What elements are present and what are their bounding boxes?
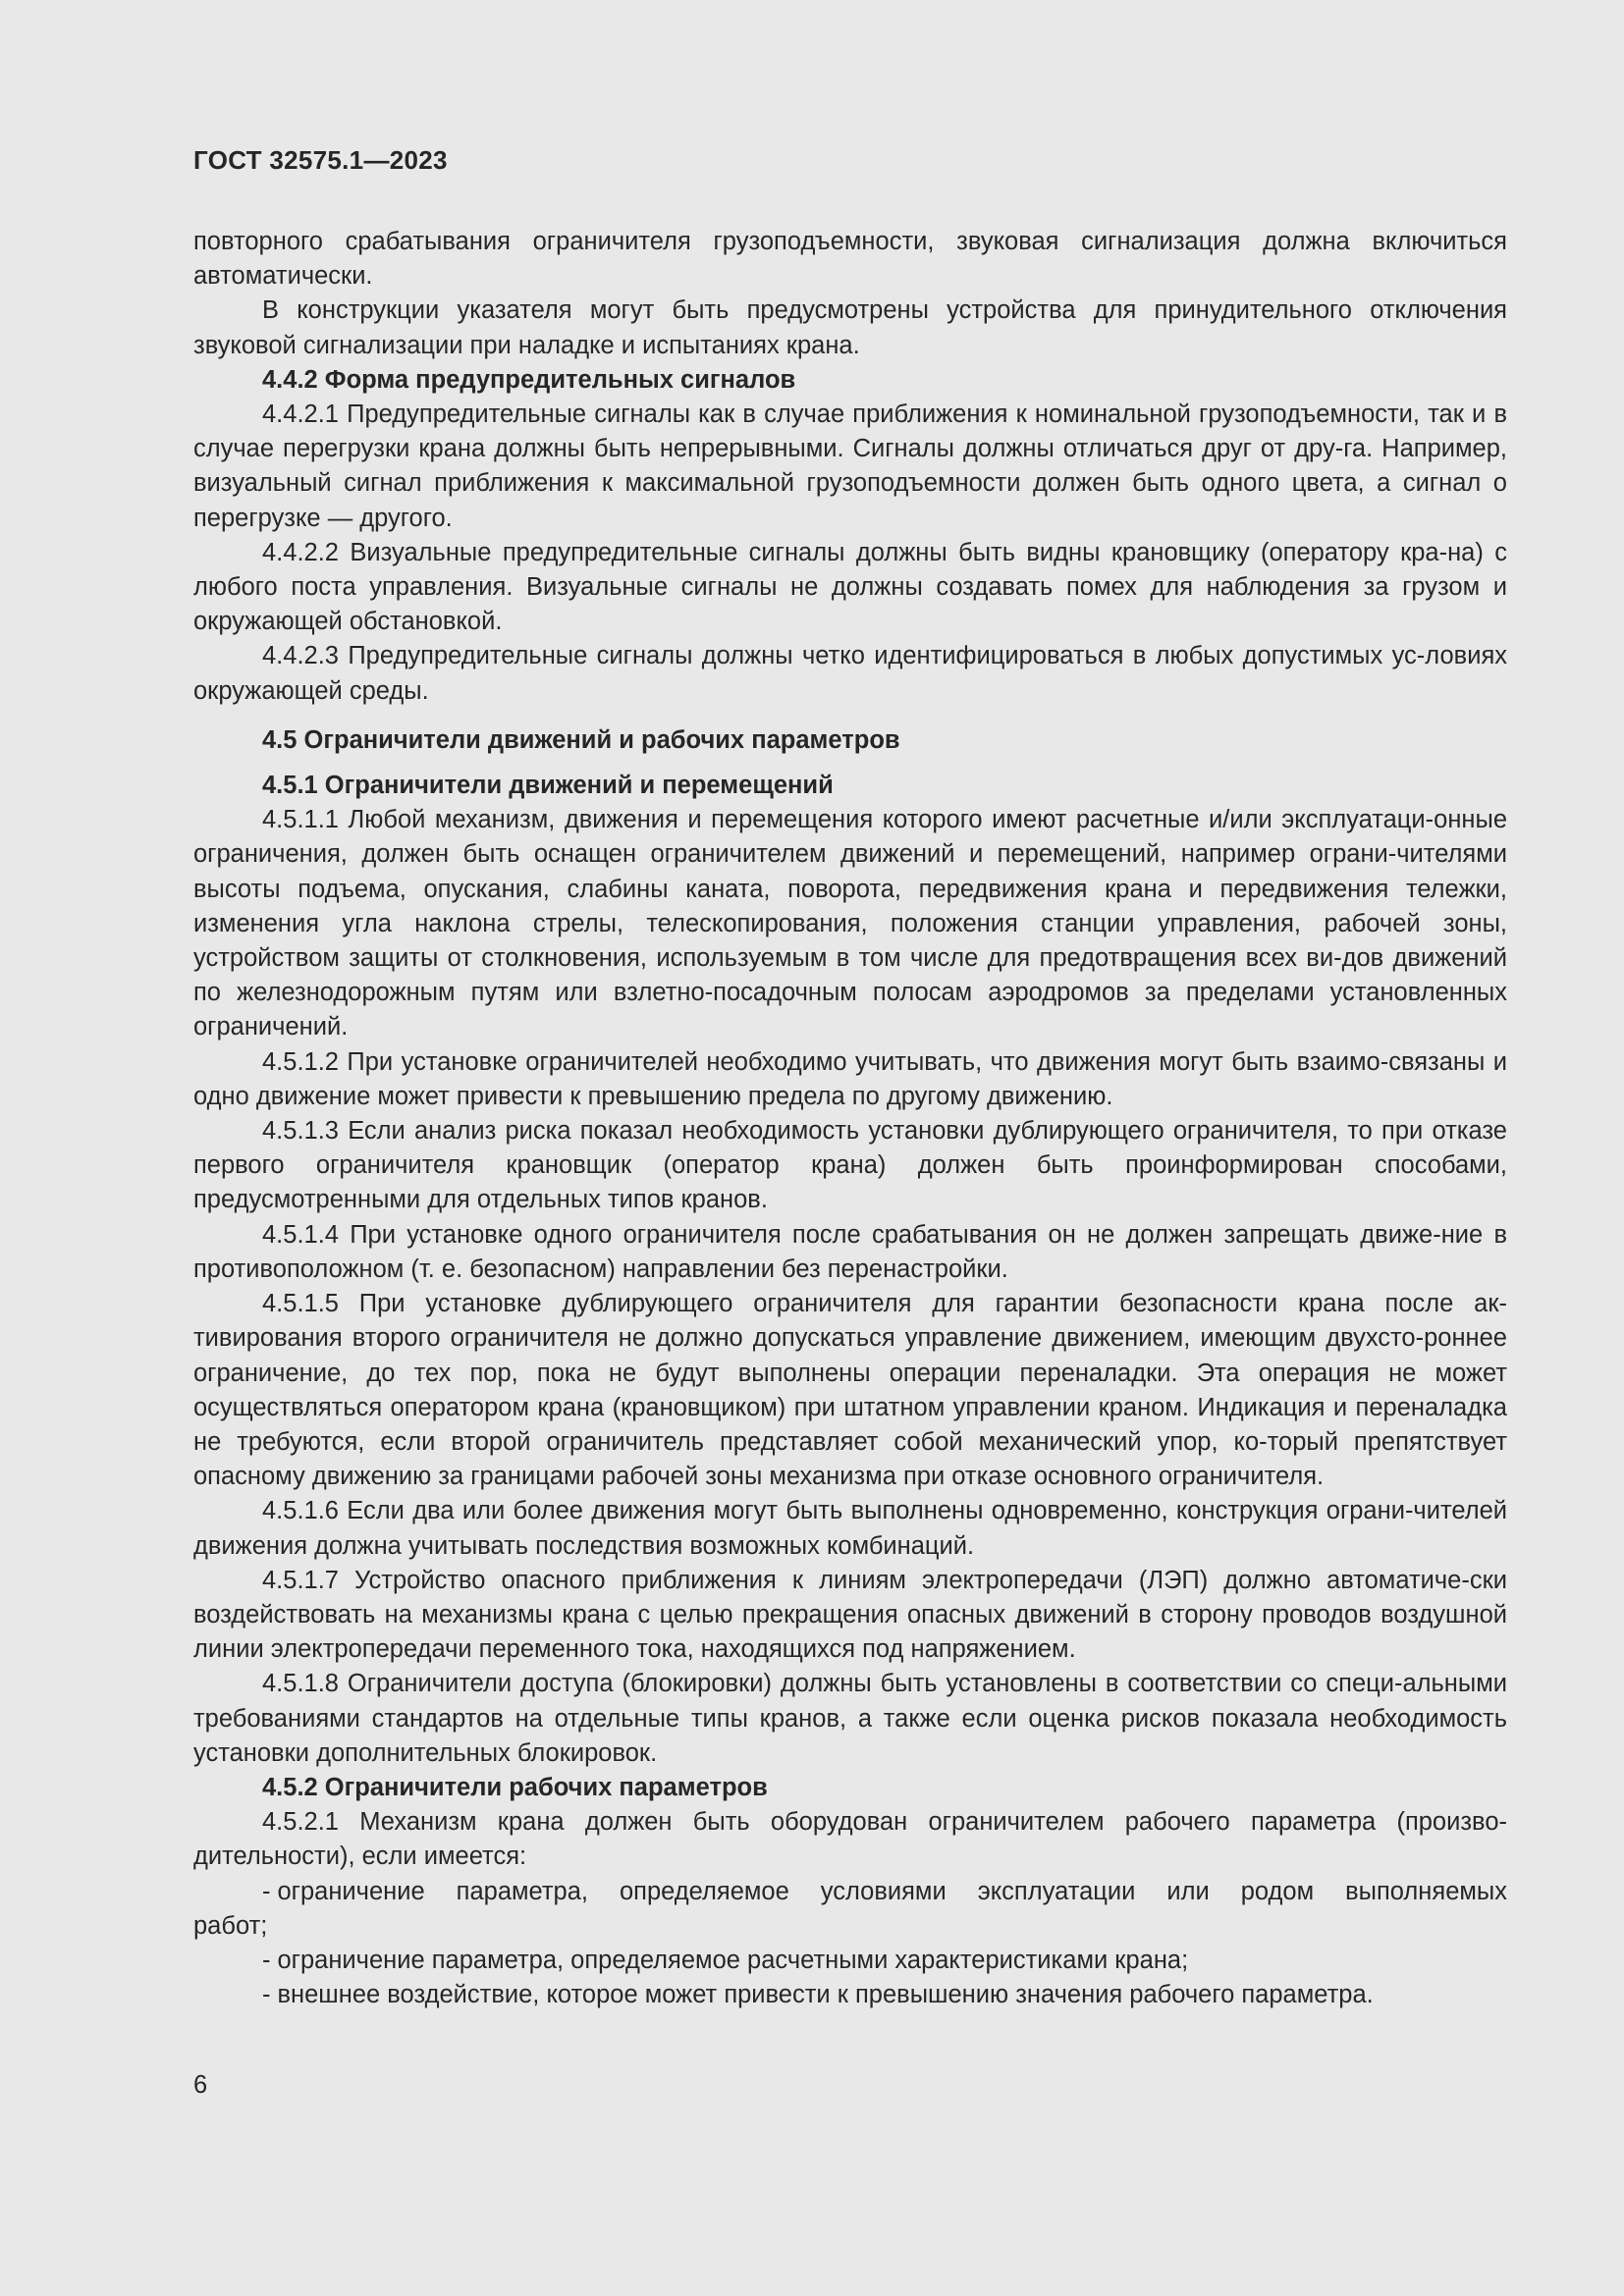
clause-4-5-1-5: 4.5.1.5 При установке дублирующего ограничителя для гарантии безопасности крана после ак-тивирования второго ограничителя не должно допускаться управление движением, имеющим двухсто-роннее ограничение, до тех пор, пока не будут выполнены операции переналадки. Эта операция не может осуществляться оператором крана (крановщиком) при штатном управлении краном. Индикация и переналадка не требуются, если второй ограничитель представляет собой механический упор, ко-торый препятствует опасному движению за границами рабочей зоны механизма при отказе основного ограничителя. bbox=[193, 1290, 1507, 1491]
clause-4-4-2-1: 4.4.2.1 Предупредительные сигналы как в случае приближения к номинальной грузоподъемности, так и в случае перегрузки крана должны быть непрерывными. Сигналы должны отличаться друг от дру-га. Например, визуальный сигнал приближения к максимальной грузоподъемности должен быть одного цвета, а сигнал о перегрузке — другого. bbox=[193, 400, 1507, 532]
list-item-text: внешнее воздействие, которое может привести к превышению значения рабочего параметра. bbox=[277, 1981, 1374, 2009]
list-item-text: ограничение параметра, определяемое расчетными характеристиками крана; bbox=[277, 1946, 1189, 1974]
clause-4-5-1-1: 4.5.1.1 Любой механизм, движения и перемещения которого имеют расчетные и/или эксплуатаци-онные ограничения, должен быть оснащен ограничителем движений и перемещений, например ограни-чителями высоты подъема, опускания, слабины каната, поворота, передвижения крана и передвижения тележки, изменения угла наклона стрелы, телескопирования, положения станции управления, рабочей зоны, устройством защиты от столкновения, используемым в том числе для предотвращения всех ви-дов движений по железнодорожным путям или взлетно-посадочным полосам аэродромов за пределами установленных ограничений. bbox=[193, 806, 1507, 1041]
clause-4-4-2-2: 4.4.2.2 Визуальные предупредительные сигналы должны быть видны крановщику (оператору кра-на) с любого поста управления. Визуальные сигналы не должны создавать помех для наблюдения за грузом и окружающей обстановкой. bbox=[193, 538, 1507, 636]
paragraph: В конструкции указателя могут быть предусмотрены устройства для принудительного отключения звуковой сигнализации при наладке и испытаниях крана. bbox=[193, 296, 1507, 359]
section-heading-4-5-1: 4.5.1 Ограничители движений и перемещений bbox=[262, 772, 834, 800]
document-body bbox=[193, 225, 1507, 2012]
clause-4-5-1-4: 4.5.1.4 При установке одного ограничителя после срабатывания он не должен запрещать движе-ние в противоположном (т. е. безопасном) направлении без перенастройки. bbox=[193, 1220, 1507, 1283]
list-item bbox=[193, 1875, 1507, 1944]
clause-4-5-2-1: 4.5.2.1 Механизм крана должен быть оборудован ограничителем рабочего параметра (произво-дительности), если имеется: bbox=[193, 1808, 1507, 1871]
list-dash: - bbox=[262, 1981, 271, 2009]
list-item-text: ограничение параметра, определяемое условиями эксплуатации или родом выполняемых работ; bbox=[193, 1877, 1507, 1940]
section-heading-4-4-2: 4.4.2 Форма предупредительных сигналов bbox=[262, 365, 796, 394]
clause-4-5-1-6: 4.5.1.6 Если два или более движения могут быть выполнены одновременно, конструкция ограни-чителей движения должна учитывать последствия возможных комбинаций. bbox=[193, 1497, 1507, 1560]
list-dash: - bbox=[262, 1877, 271, 1905]
document-header: ГОСТ 32575.1—2023 bbox=[193, 145, 448, 175]
section-heading-4-5: 4.5 Ограничители движений и рабочих параметров bbox=[262, 725, 900, 754]
list-item bbox=[193, 1978, 1507, 2012]
clause-4-5-1-7: 4.5.1.7 Устройство опасного приближения к линиям электропередачи (ЛЭП) должно автоматиче-ски воздействовать на механизмы крана с целью прекращения опасных движений в сторону проводов воздушной линии электропередачи переменного тока, находящихся под напряжением. bbox=[193, 1566, 1507, 1664]
clause-4-5-1-8: 4.5.1.8 Ограничители доступа (блокировки) должны быть установлены в соответствии со специ-альными требованиями стандартов на отдельные типы кранов, а также если оценка рисков показала необходимость установки дополнительных блокировок. bbox=[193, 1670, 1507, 1767]
clause-4-5-1-3: 4.5.1.3 Если анализ риска показал необходимость установки дублирующего ограничителя, то при отказе первого ограничителя крановщик (оператор крана) должен быть проинформирован способами, предусмотренными для отдельных типов кранов. bbox=[193, 1117, 1507, 1214]
list-dash: - bbox=[262, 1946, 271, 1974]
clause-4-4-2-3: 4.4.2.3 Предупредительные сигналы должны четко идентифицироваться в любых допустимых ус-ловиях окружающей среды. bbox=[193, 642, 1507, 705]
list-item bbox=[193, 1944, 1507, 1978]
page-number: 6 bbox=[193, 2071, 208, 2099]
clause-4-5-1-2: 4.5.1.2 При установке ограничителей необходимо учитывать, что движения могут быть взаимо-связаны и одно движение может привести к превышению предела по другому движению. bbox=[193, 1047, 1507, 1110]
section-heading-4-5-2: 4.5.2 Ограничители рабочих параметров bbox=[262, 1773, 768, 1801]
paragraph-continuation: повторного срабатывания ограничителя грузоподъемности, звуковая сигнализация должна включиться автоматически. bbox=[193, 228, 1507, 291]
